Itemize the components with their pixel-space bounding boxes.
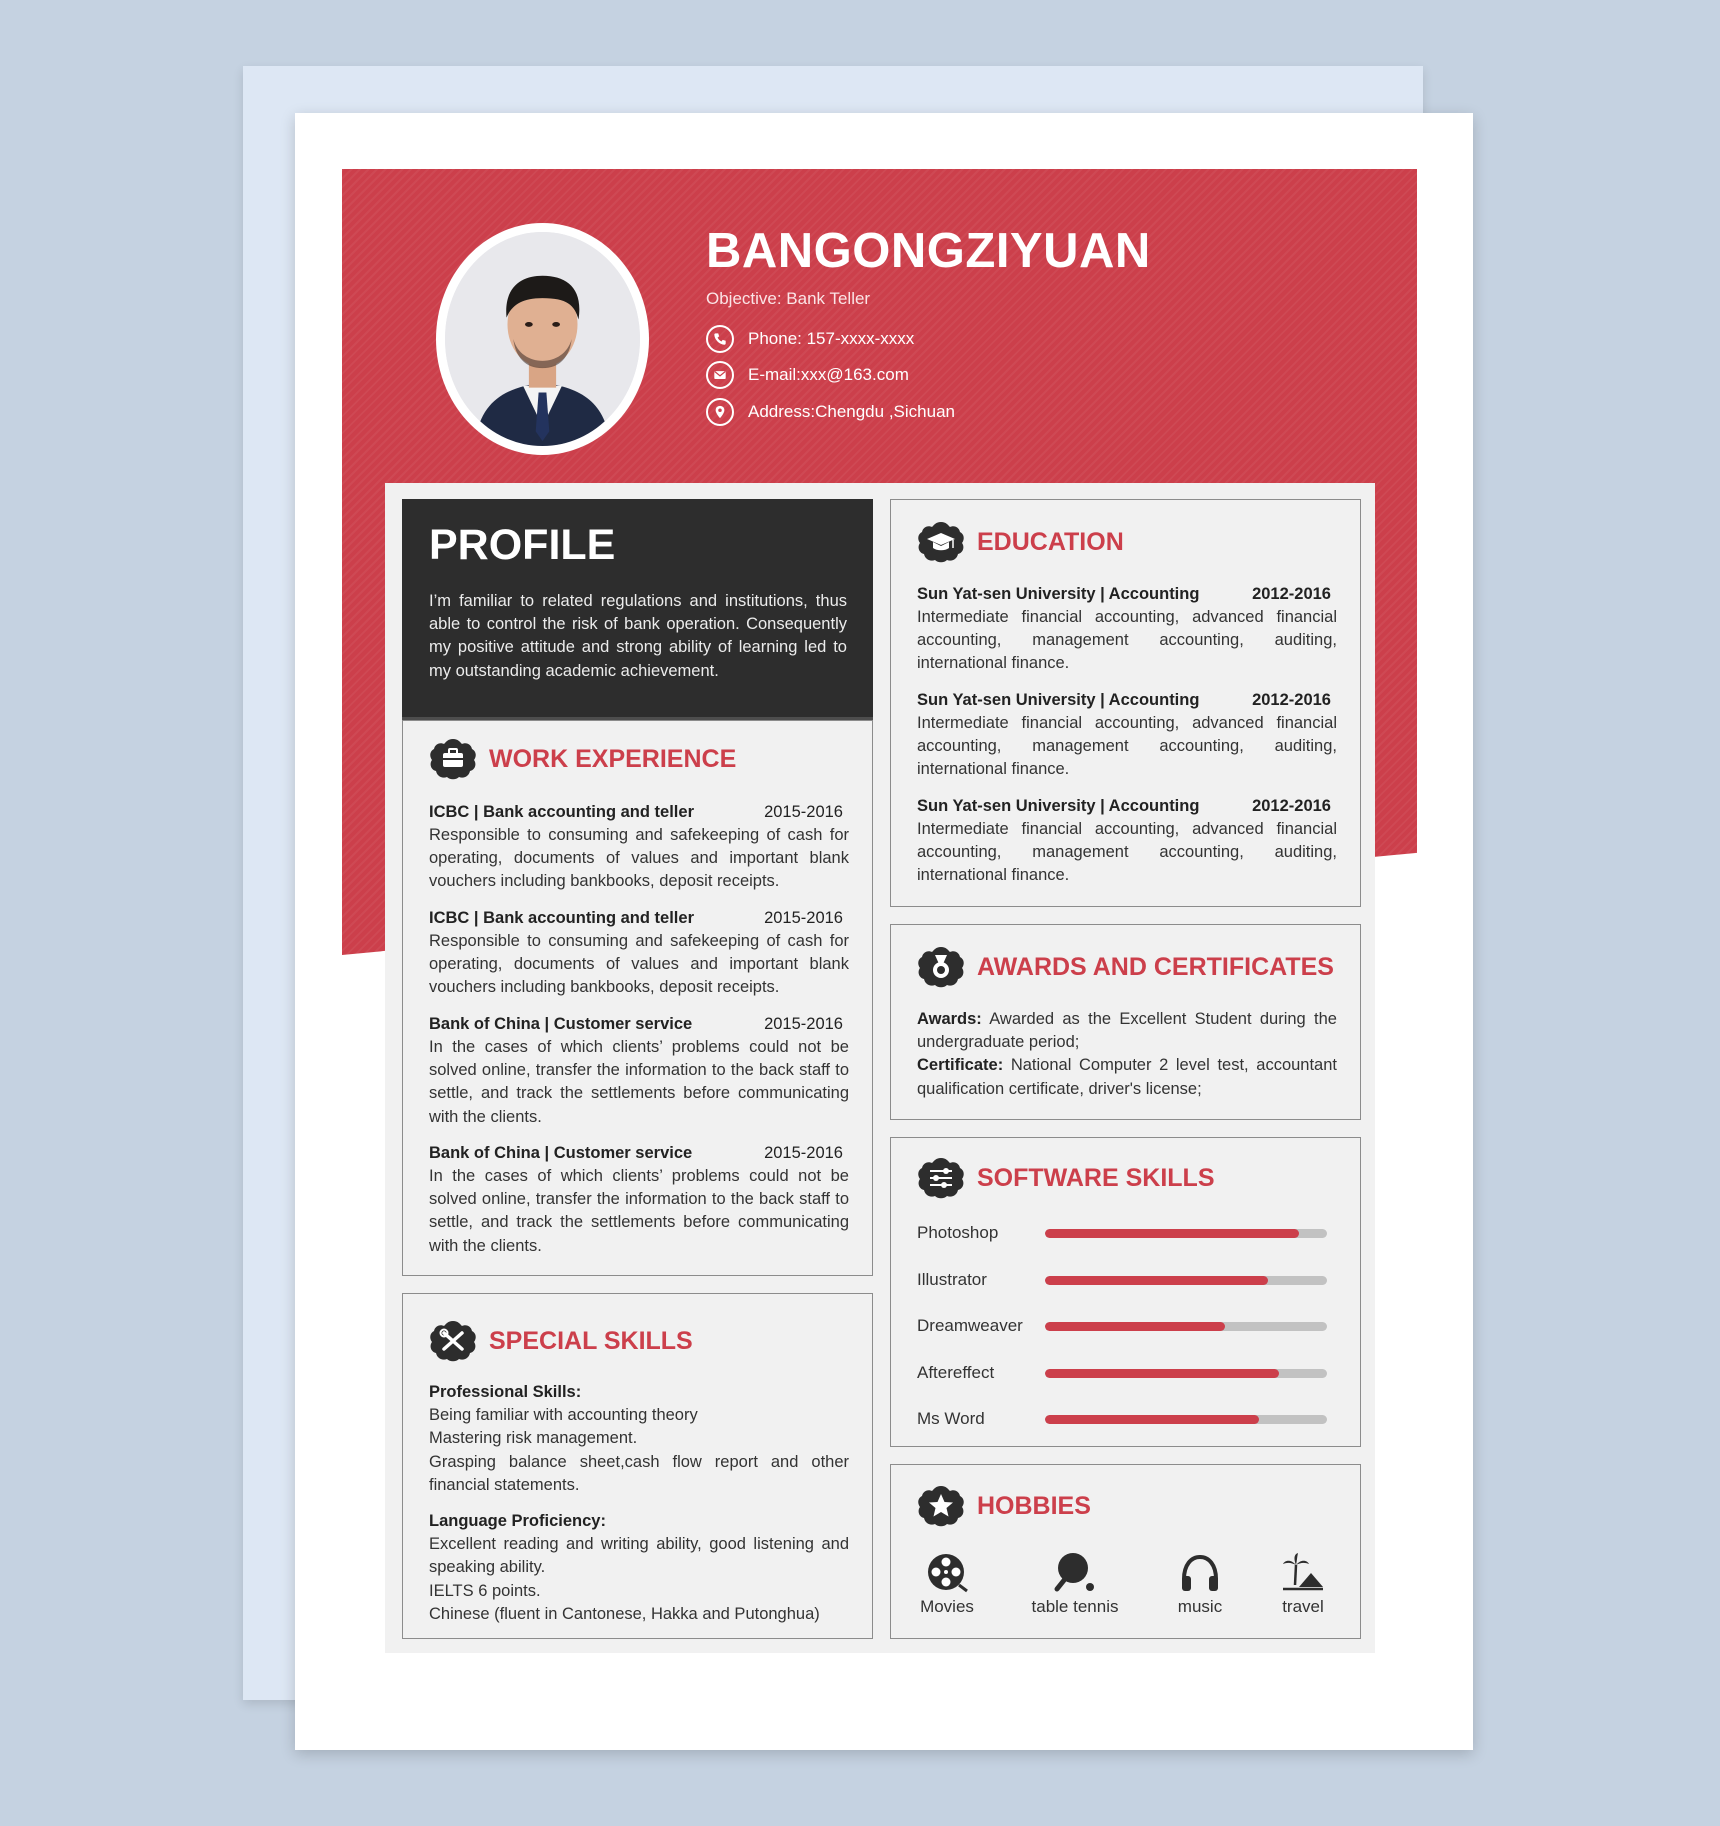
work-entry	[429, 801, 849, 894]
education-entry-years: 2012-2016	[1252, 691, 1331, 709]
professional-skill-line: Grasping balance sheet,cash flow report and other financial statements.	[429, 1452, 849, 1494]
education-entry-title: Sun Yat-sen University | Accounting	[917, 585, 1200, 603]
portrait-photo	[445, 232, 640, 446]
education-entry	[917, 583, 1337, 676]
certificate-description: National Computer 2 level test, accountant qualification certificate, driver's license;	[917, 1056, 1337, 1098]
skill-bar-fill	[1045, 1415, 1259, 1424]
special-skills-title: SPECIAL SKILLS	[489, 1326, 693, 1355]
education-entry-title: Sun Yat-sen University | Accounting	[917, 691, 1200, 709]
profile-text: I’m familiar to related regulations and institutions, thus able to control the risk of bank operation. Consequently my positive attitude and strong ability of learning led to my outstanding academic achievement.	[429, 592, 847, 680]
work-entry-description: Responsible to consuming and safekeeping of cash for operating, documents of values and important blank vouchers including bankbooks, deposit receipts.	[429, 826, 849, 891]
star-icon	[917, 1484, 965, 1528]
work-entry-years: 2015-2016	[764, 1015, 843, 1033]
awards-title: AWARDS AND CERTIFICATES	[977, 952, 1334, 981]
avatar	[436, 223, 649, 455]
professional-skills-label: Professional Skills:	[429, 1383, 582, 1401]
skill-bar	[1045, 1276, 1327, 1285]
professional-skills	[429, 1381, 849, 1497]
location-icon	[706, 398, 734, 426]
work-entry	[429, 907, 849, 1000]
hobby-item	[1273, 1551, 1333, 1617]
education-entry	[917, 795, 1337, 888]
hobby-item	[917, 1551, 977, 1617]
hobbies-title: HOBBIES	[977, 1491, 1091, 1520]
phone-text: Phone: 157-xxxx-xxxx	[748, 329, 915, 348]
software-skill-name: Ms Word	[917, 1409, 985, 1428]
film-reel-icon	[925, 1551, 969, 1595]
hobby-label: travel	[1282, 1597, 1324, 1616]
hobbies-header	[917, 1484, 1091, 1528]
education-entry-description: Intermediate financial accounting, advanced financial accounting, management accounting, auditing, international finance.	[917, 820, 1337, 885]
skill-bar	[1045, 1229, 1327, 1238]
work-entry-years: 2015-2016	[764, 803, 843, 821]
resume-page	[295, 113, 1473, 1750]
work-entry-years: 2015-2016	[764, 909, 843, 927]
candidate-name: BANGONGZIYUAN	[706, 224, 1151, 278]
ping-pong-icon	[1053, 1551, 1097, 1595]
skill-bar	[1045, 1322, 1327, 1331]
contact-phone	[706, 325, 914, 353]
education-entry-title: Sun Yat-sen University | Accounting	[917, 797, 1200, 815]
email-text: E-mail:xxx@163.com	[748, 365, 909, 384]
education-title: EDUCATION	[977, 527, 1124, 556]
awards-label: Awards:	[917, 1010, 982, 1028]
palm-tree-icon	[1281, 1551, 1325, 1595]
work-entry	[429, 1013, 849, 1129]
hobby-item	[1025, 1551, 1125, 1617]
awards-text	[917, 1008, 1337, 1101]
professional-skill-line: Being familiar with accounting theory	[429, 1406, 698, 1425]
objective: Objective: Bank Teller	[706, 289, 871, 308]
awards-header	[917, 945, 1334, 989]
skill-bar	[1045, 1415, 1327, 1424]
medal-icon	[917, 945, 965, 989]
skill-bar	[1045, 1369, 1327, 1378]
work-entry-description: Responsible to consuming and safekeeping of cash for operating, documents of values and important blank vouchers including bankbooks, deposit receipts.	[429, 932, 849, 997]
education-header	[917, 520, 1124, 564]
skill-bar-fill	[1045, 1229, 1299, 1238]
work-entry	[429, 1142, 849, 1258]
skill-bar-fill	[1045, 1369, 1279, 1378]
software-skill-row	[917, 1223, 1327, 1243]
software-skill-row	[917, 1316, 1327, 1336]
work-entry-years: 2015-2016	[764, 1144, 843, 1162]
hobby-item	[1170, 1551, 1230, 1617]
language-proficiency	[429, 1510, 849, 1626]
phone-icon	[706, 325, 734, 353]
software-skill-row	[917, 1270, 1327, 1290]
mail-icon	[706, 361, 734, 389]
software-skills-header	[917, 1156, 1215, 1200]
skill-bar-fill	[1045, 1276, 1268, 1285]
work-entry-description: In the cases of which clients’ problems could not be solved online, transfer the information to the back staff to settle, and track the settlements before communicating with the clients.	[429, 1167, 849, 1255]
work-entry-title: ICBC | Bank accounting and teller	[429, 909, 694, 927]
tools-icon	[429, 1319, 477, 1363]
software-skill-name: Aftereffect	[917, 1363, 995, 1382]
education-entry-years: 2012-2016	[1252, 797, 1331, 815]
hobby-label: table tennis	[1031, 1597, 1119, 1616]
profile-section	[402, 499, 873, 720]
graduation-cap-icon	[917, 520, 965, 564]
education-entry-description: Intermediate financial accounting, advanced financial accounting, management accounting, auditing, international finance.	[917, 714, 1337, 779]
professional-skill-line: Mastering risk management.	[429, 1429, 638, 1448]
work-experience-title: WORK EXPERIENCE	[489, 744, 737, 773]
software-skill-name: Illustrator	[917, 1270, 987, 1289]
profile-title: PROFILE	[429, 521, 616, 569]
software-skill-row	[917, 1409, 1327, 1429]
work-entry-title: Bank of China | Customer service	[429, 1015, 693, 1033]
skill-bar-fill	[1045, 1322, 1225, 1331]
hobby-label: music	[1177, 1597, 1223, 1616]
software-skills-title: SOFTWARE SKILLS	[977, 1163, 1215, 1192]
language-line: IELTS 6 points.	[429, 1581, 541, 1600]
language-line: Chinese (fluent in Cantonese, Hakka and Putonghua)	[429, 1604, 820, 1623]
language-line: Excellent reading and writing ability, good listening and speaking ability.	[429, 1535, 849, 1577]
certificate-label: Certificate:	[917, 1056, 1004, 1075]
software-skill-name: Photoshop	[917, 1223, 999, 1242]
work-entry-description: In the cases of which clients’ problems could not be solved online, transfer the information to the back staff to settle, and track the settlements before communicating with the clients.	[429, 1038, 849, 1126]
education-entry-years: 2012-2016	[1252, 585, 1331, 603]
work-entry-title: Bank of China | Customer service	[429, 1144, 693, 1162]
awards-description: Awarded as the Excellent Student during the undergraduate period;	[917, 1010, 1337, 1052]
contact-address	[706, 398, 955, 426]
headphones-icon	[1178, 1551, 1222, 1595]
education-entry-description: Intermediate financial accounting, advanced financial accounting, management accounting, auditing, international finance.	[917, 608, 1337, 673]
software-skill-row	[917, 1363, 1327, 1383]
sliders-icon	[917, 1156, 965, 1200]
software-skill-name: Dreamweaver	[917, 1316, 1023, 1335]
language-proficiency-label: Language Proficiency:	[429, 1512, 606, 1530]
special-skills-header	[429, 1319, 693, 1363]
work-entry-title: ICBC | Bank accounting and teller	[429, 803, 694, 821]
education-entry	[917, 689, 1337, 782]
hobby-label: Movies	[920, 1597, 974, 1616]
address-text: Address:Chengdu ,Sichuan	[748, 402, 955, 421]
contact-email	[706, 361, 909, 389]
briefcase-icon	[429, 737, 477, 781]
work-experience-header	[429, 737, 736, 781]
